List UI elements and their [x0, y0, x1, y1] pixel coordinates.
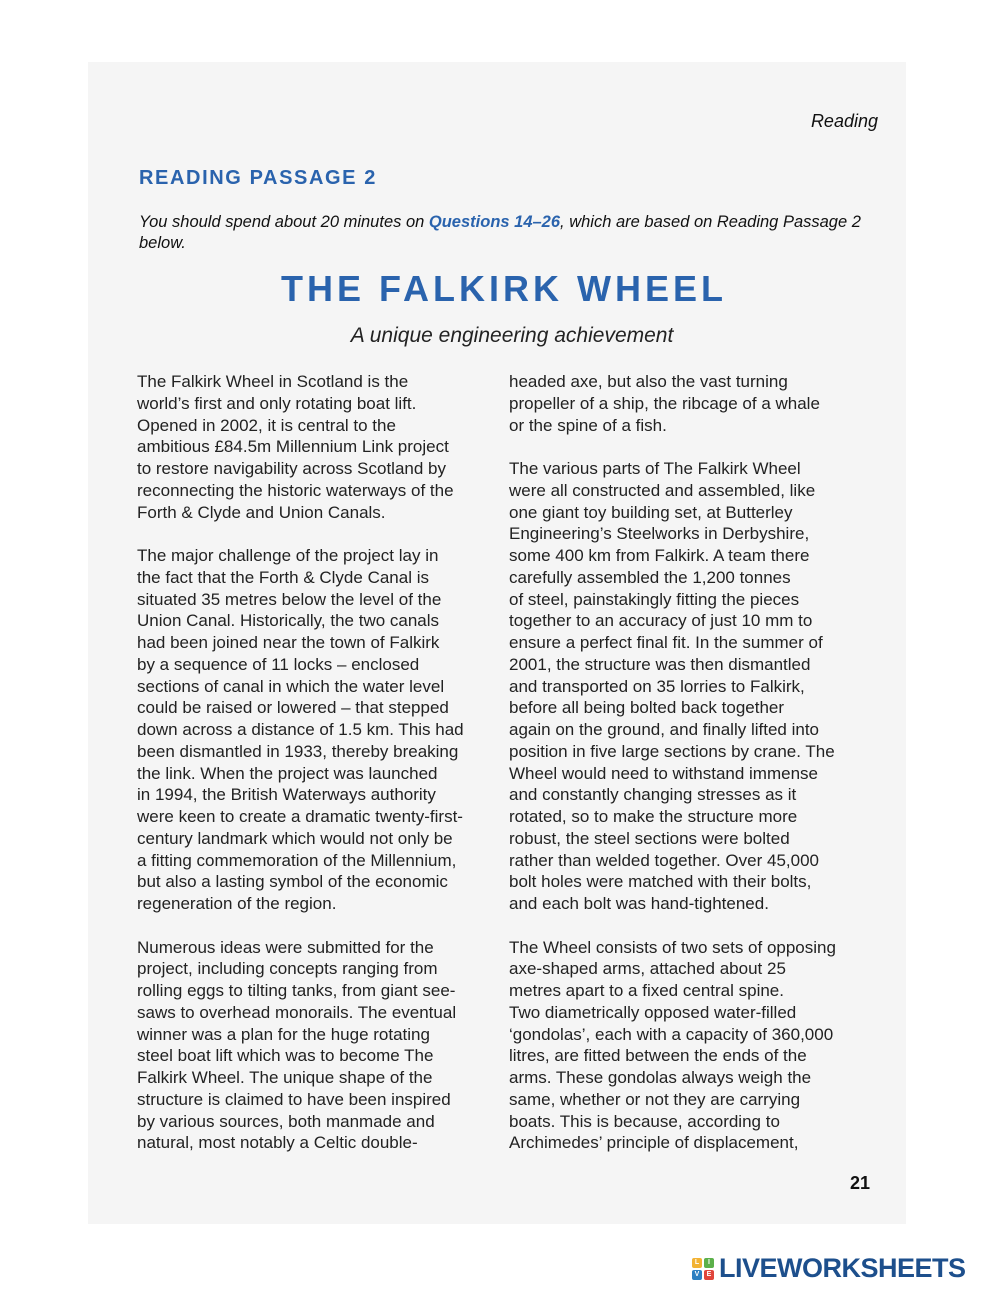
logo-tile: I [704, 1258, 714, 1268]
section-label: Reading [810, 111, 878, 131]
right-column [509, 371, 889, 1176]
logo-icon [692, 1258, 714, 1280]
logo-tile: L [692, 1258, 702, 1268]
logo-tile: V [692, 1270, 702, 1280]
page-number: 21 [850, 1173, 871, 1193]
paragraph: Numerous ideas were submitted for the project, including concepts ranging from rolling eggs to tilting tanks, from giant see- saws to overhead monorails. The eventual winner was a plan for the huge rotating steel boat lift which was to become The Falkirk Wheel. The unique shape of the structure is claimed to have been inspired by various sources, both manmade and natural, most notably a Celtic double- [137, 937, 457, 1153]
instructions [139, 212, 879, 254]
questions-link: Questions 14–26 [428, 213, 561, 231]
paragraph: The Falkirk Wheel in Scotland is the world’s first and only rotating boat lift. Opened in 2002, it is central to the ambitious £84.5m Millennium Link project to restore navigability across Scotland by reconnecting the historic waterways of the Forth & Clyde and Union Canals. [137, 372, 454, 522]
paragraph: The various parts of The Falkirk Wheel were all constructed and assembled, like one giant toy building set, at Butterley Engineering’s Steelworks in Derbyshire, some 400 km from Falkirk. A team there carefully assembled the 1,200 tonnes of steel, painstakingly fitting the pieces together to an accuracy of just 10 mm to ensure a perfect final fit. In the summer of 2001, the structure was then dismantled and transported on 35 lorries to Falkirk, before all being bolted back together again on the ground, and finally lifted into position in five large sections by crane. The Wheel would need to withstand immense and constantly changing stresses as it rotated, so to make the structure more robust, the steel sections were bolted rather than welded together. Over 45,000 bolt holes were matched with their bolts, and each bolt was hand-tightened. [509, 459, 835, 913]
liveworksheets-logo[interactable] [692, 1253, 966, 1284]
instructions-before: You should spend about 20 minutes on [139, 213, 429, 231]
paragraph: The major challenge of the project lay in the fact that the Forth & Clyde Canal is situated 35 metres below the level of the Union Canal. Historically, the two canals had been joined near the town of Falkirk by a sequence of 11 locks – enclosed sections of canal in which the water level could be raised or lowered – that stepped down across a distance of 1.5 km. This had been dismantled in 1933, thereby breaking the link. When the project was launched in 1994, the British Waterways authority were keen to create a dramatic twenty-first- century landmark which would not only be a fitting commemoration of the Millennium, but also a lasting symbol of the economic regeneration of the region. [137, 546, 464, 913]
paragraph: headed axe, but also the vast turning propeller of a ship, the ribcage of a whale or the spine of a fish. [509, 372, 820, 435]
left-column [137, 371, 507, 1176]
paragraph: The Wheel consists of two sets of opposing axe-shaped arms, attached about 25 metres apart to a fixed central spine. Two diametrically opposed water-filled ‘gondolas’, each with a capacity of 360,000 litres, are fitted between the ends of the arms. These gondolas always weigh the same, whether or not they are carrying boats. This is because, according to Archimedes’ principle of displacement, [509, 937, 836, 1153]
logo-text: LIVEWORKSHEETS [719, 1253, 966, 1283]
article-title: THE FALKIRK WHEEL [281, 268, 727, 309]
logo-tile: E [704, 1270, 714, 1280]
passage-heading: READING PASSAGE 2 [139, 167, 377, 189]
instructions-after: , which are based on Reading Passage 2 below. [139, 213, 861, 252]
article-subtitle: A unique engineering achievement [350, 324, 674, 347]
